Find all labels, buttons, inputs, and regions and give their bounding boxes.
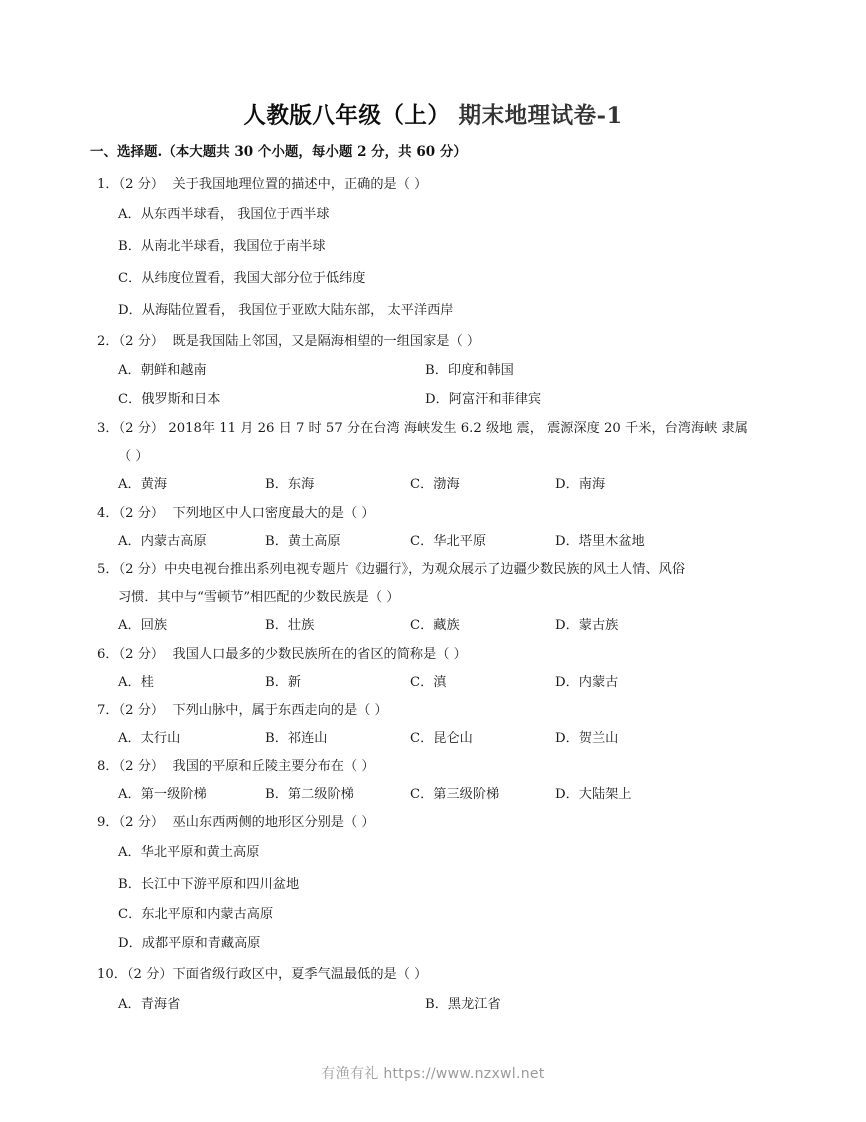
option-c[interactable]: C．从纬度位置看，我国大部分位于低纬度 — [118, 271, 366, 286]
option-row — [0, 901, 866, 928]
question-marks: （2 分） — [118, 759, 165, 774]
question-stem — [0, 960, 866, 989]
title-main: 人教版八年级（上） — [243, 103, 451, 129]
option-row — [0, 989, 866, 1021]
question-stem — [0, 414, 866, 443]
option-row — [0, 385, 866, 414]
option-c[interactable]: C．藏族 — [410, 618, 460, 633]
question-text: 我国的平原和丘陵主要分布在（ ） — [172, 759, 375, 774]
question-stem — [0, 640, 866, 669]
question-stem — [0, 752, 866, 781]
option-a[interactable]: A．桂 — [118, 675, 154, 690]
option-d[interactable]: D．内蒙古 — [555, 675, 619, 690]
question-stem — [0, 170, 866, 199]
option-b[interactable]: B．黑龙江省 — [425, 997, 501, 1012]
option-b[interactable]: B．从南北半球看，我国位于南半球 — [118, 239, 326, 254]
question-text: 下面省级行政区中，夏季气温最低的是（ ） — [172, 967, 428, 982]
question-6 — [0, 640, 866, 696]
option-a[interactable]: A．黄海 — [118, 477, 168, 492]
question-number: 5． — [97, 562, 119, 577]
question-text: 巫山东西两侧的地形区分别是（ ） — [172, 815, 375, 830]
question-stem — [0, 808, 866, 837]
option-d[interactable]: D．从海陆位置看， 我国位于亚欧大陆东部， 太平洋西岸 — [118, 303, 454, 318]
option-d[interactable]: D．塔里木盆地 — [555, 534, 645, 549]
option-a[interactable]: A．回族 — [118, 618, 168, 633]
question-text: 我国人口最多的少数民族所在的省区的简称是（ ） — [172, 647, 467, 662]
option-d[interactable]: D．大陆架上 — [555, 787, 632, 802]
option-c[interactable]: C．俄罗斯和日本 — [118, 392, 221, 407]
option-c[interactable]: C．滇 — [410, 675, 447, 690]
question-number: 2． — [97, 334, 119, 349]
option-row — [0, 356, 866, 385]
question-9 — [0, 808, 866, 960]
option-c[interactable]: C．渤海 — [410, 477, 460, 492]
question-8 — [0, 752, 866, 808]
option-b[interactable]: B．东海 — [265, 477, 315, 492]
option-b[interactable]: B．壮族 — [265, 618, 315, 633]
option-row — [0, 837, 866, 869]
option-b[interactable]: B．新 — [265, 675, 302, 690]
question-1 — [0, 170, 866, 327]
option-b[interactable]: B．长江中下游平原和四川盆地 — [118, 877, 300, 892]
question-marks: （2 分） — [118, 506, 165, 521]
section-heading: 一、选择题.（本大题共 30 个小题，每小题 2 分，共 60 分） — [90, 144, 467, 160]
option-a[interactable]: A．第一级阶梯 — [118, 787, 207, 802]
question-marks: （2 分） — [118, 334, 165, 349]
option-row — [0, 611, 866, 640]
option-row — [0, 231, 866, 263]
question-number: 1． — [97, 177, 119, 192]
option-b[interactable]: B．黄土高原 — [265, 534, 341, 549]
option-d[interactable]: D．贺兰山 — [555, 731, 619, 746]
question-4 — [0, 499, 866, 555]
question-2 — [0, 327, 866, 414]
question-number: 10． — [97, 967, 127, 982]
question-marks: （2 分） — [126, 967, 173, 982]
option-row — [0, 869, 866, 901]
option-c[interactable]: C．华北平原 — [410, 534, 487, 549]
question-text: 中央电视台推出系列电视专题片《边疆行》，为观众展示了边疆少数民族的风土人情、风俗 — [164, 562, 686, 577]
question-stem — [0, 555, 866, 584]
option-d[interactable]: D．蒙古族 — [555, 618, 619, 633]
option-row — [0, 725, 866, 752]
question-marks: （2 分） — [118, 703, 165, 718]
question-3 — [0, 414, 866, 499]
question-marks: （2 分） — [118, 647, 165, 662]
option-row — [0, 199, 866, 231]
option-row — [0, 470, 866, 499]
footer-watermark: 有渔有礼 https://www.nzxwl.net — [321, 1066, 545, 1082]
question-number: 9． — [97, 815, 119, 830]
question-text: 下列地区中人口密度最大的是（ ） — [172, 506, 375, 521]
question-5 — [0, 555, 866, 640]
option-a[interactable]: A．朝鲜和越南 — [118, 363, 207, 378]
question-marks: （2 分） — [118, 562, 165, 577]
question-stem-line2: 习惯．其中与“雪顿节”相匹配的少数民族是（ ） — [118, 590, 400, 605]
option-d[interactable]: D．阿富汗和菲律宾 — [425, 392, 542, 407]
question-stem-line2: （ ） — [118, 449, 149, 464]
option-a[interactable]: A．从东西半球看， 我国位于西半球 — [118, 207, 330, 222]
option-a[interactable]: A．内蒙古高原 — [118, 534, 207, 549]
option-c[interactable]: C．东北平原和内蒙古高原 — [118, 907, 274, 922]
option-b[interactable]: B．第二级阶梯 — [265, 787, 354, 802]
option-row — [0, 263, 866, 295]
question-marks: （2 分） — [118, 177, 165, 192]
question-text: 2018年 11 月 26 日 7 时 57 分在台湾 海峡发生 6.2 级地 震， 震源深度 20 千米，台湾海峡 隶属 — [168, 421, 748, 436]
option-b[interactable]: B．印度和韩国 — [425, 363, 514, 378]
question-text: 既是我国陆上邻国，又是隔海相望的一组国家是（ ） — [172, 334, 481, 349]
option-c[interactable]: C．昆仑山 — [410, 731, 473, 746]
option-row — [0, 669, 866, 696]
question-number: 3． — [97, 421, 119, 436]
question-stem — [0, 499, 866, 528]
question-number: 8． — [97, 759, 119, 774]
option-b[interactable]: B．祁连山 — [265, 731, 328, 746]
option-a[interactable]: A．太行山 — [118, 731, 181, 746]
question-number: 4． — [97, 506, 119, 521]
option-a[interactable]: A．青海省 — [118, 997, 181, 1012]
option-d[interactable]: D．成都平原和青藏高原 — [118, 936, 261, 951]
option-c[interactable]: C．第三级阶梯 — [410, 787, 500, 802]
option-row — [0, 928, 866, 960]
question-marks: （2 分） — [118, 815, 165, 830]
question-10 — [0, 960, 866, 1021]
question-7 — [0, 696, 866, 752]
title-sub: 期末地理试卷-1 — [458, 103, 623, 129]
question-text: 关于我国地理位置的描述中，正确的是（ ） — [172, 177, 428, 192]
question-text: 下列山脉中，属于东西走向的是（ ） — [172, 703, 388, 718]
page-title — [0, 98, 866, 130]
option-a[interactable]: A．华北平原和黄土高原 — [118, 845, 260, 860]
option-row — [0, 528, 866, 555]
option-row — [0, 781, 866, 808]
question-stem — [0, 696, 866, 725]
question-list — [0, 170, 866, 1021]
question-number: 6． — [97, 647, 119, 662]
question-marks: （2 分） — [118, 421, 165, 436]
option-d[interactable]: D．南海 — [555, 477, 606, 492]
question-stem — [0, 327, 866, 356]
option-row — [0, 295, 866, 327]
question-number: 7． — [97, 703, 119, 718]
